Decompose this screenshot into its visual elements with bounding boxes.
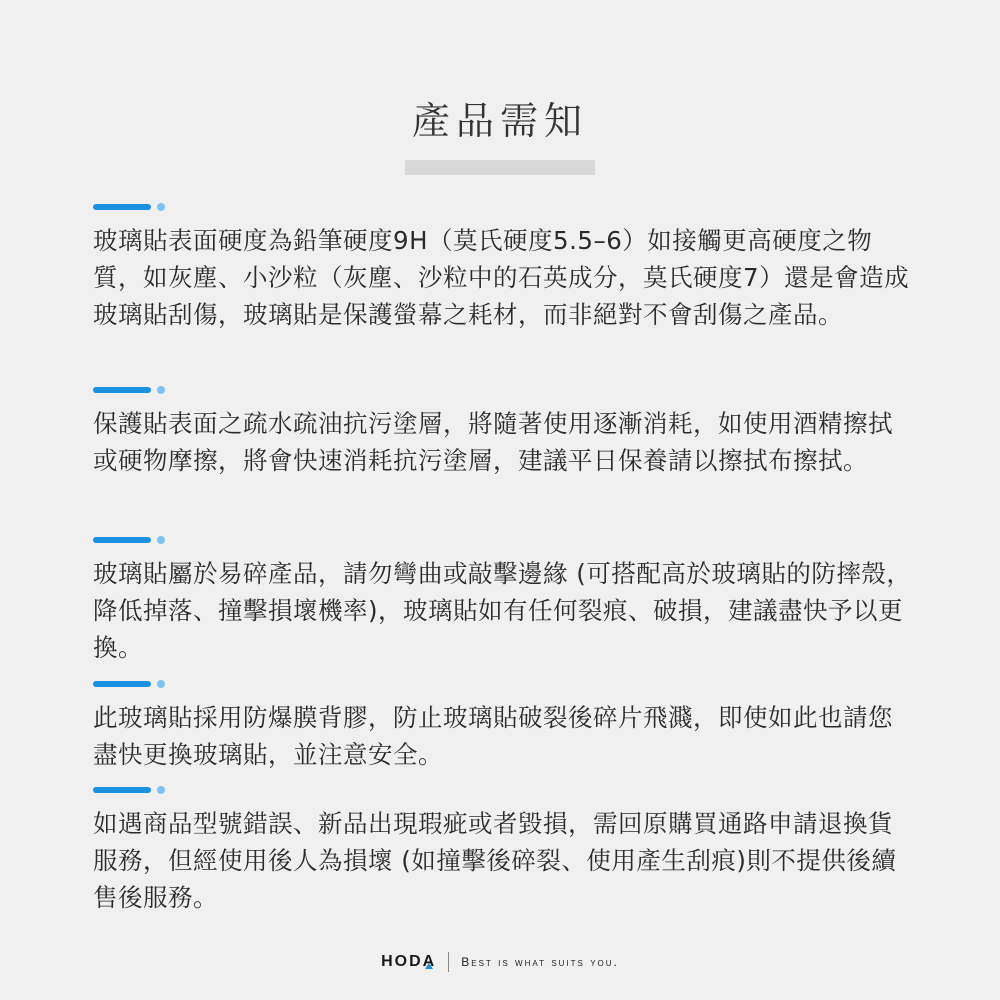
bullet-bar [93, 787, 151, 793]
bullet-dot [157, 386, 165, 394]
notice-section-3 [93, 535, 913, 666]
bullet-bar [93, 387, 151, 393]
bullet-marker-icon [93, 385, 913, 395]
bullet-dot [157, 203, 165, 211]
bullet-marker-icon [93, 535, 913, 545]
page-title: 產品需知 [411, 99, 588, 143]
brand-logo-accent-icon [423, 953, 437, 971]
bullet-dot [157, 680, 165, 688]
bullet-bar [93, 681, 151, 687]
brand-logo [381, 953, 436, 971]
bullet-marker-icon [93, 785, 913, 795]
brand-slogan: Best is what suits you. [461, 955, 619, 969]
brand-logo-accent-letter: A [422, 953, 437, 970]
notice-section-4 [93, 679, 913, 773]
notice-text: 此玻璃貼採用防爆膜背膠，防止玻璃貼破裂後碎片飛濺，即使如此也請您盡快更換玻璃貼，並注意安全。 [93, 703, 893, 769]
bullet-dot [157, 536, 165, 544]
notice-text: 保護貼表面之疏水疏油抗污塗層，將隨著使用逐漸消耗，如使用酒精擦拭或硬物摩擦，將會快速消耗抗污塗層，建議平日保養請以擦拭布擦拭。 [93, 409, 893, 475]
notice-section-1 [93, 202, 913, 333]
bullet-dot [157, 786, 165, 794]
notice-text: 如遇商品型號錯誤、新品出現瑕疵或者毀損，需回原購買通路申請退換貨服務，但經使用後人為損壞 (如撞擊後碎裂、使用產生刮痕)則不提供後續售後服務。 [93, 809, 897, 912]
footer [0, 952, 1000, 972]
bullet-bar [93, 537, 151, 543]
bullet-marker-icon [93, 202, 913, 212]
notice-text: 玻璃貼屬於易碎產品，請勿彎曲或敲擊邊緣 (可搭配高於玻璃貼的防摔殼，降低掉落、撞擊損壞機率)，玻璃貼如有任何裂痕、破損，建議盡快予以更換。 [93, 559, 912, 662]
footer-divider [448, 952, 449, 972]
bullet-bar [93, 204, 151, 210]
brand-logo-text: HOD [381, 953, 423, 970]
notice-text: 玻璃貼表面硬度為鉛筆硬度9H（莫氏硬度5.5–6）如接觸更高硬度之物質，如灰塵、小沙粒（灰塵、沙粒中的石英成分，莫氏硬度7）還是會造成玻璃貼刮傷，玻璃貼是保護螢幕之耗材，而非絕對不會刮傷之產品。 [93, 226, 910, 329]
notice-section-5 [93, 785, 913, 916]
bullet-marker-icon [93, 679, 913, 689]
notice-section-2 [93, 385, 913, 479]
title-underline [405, 160, 595, 175]
